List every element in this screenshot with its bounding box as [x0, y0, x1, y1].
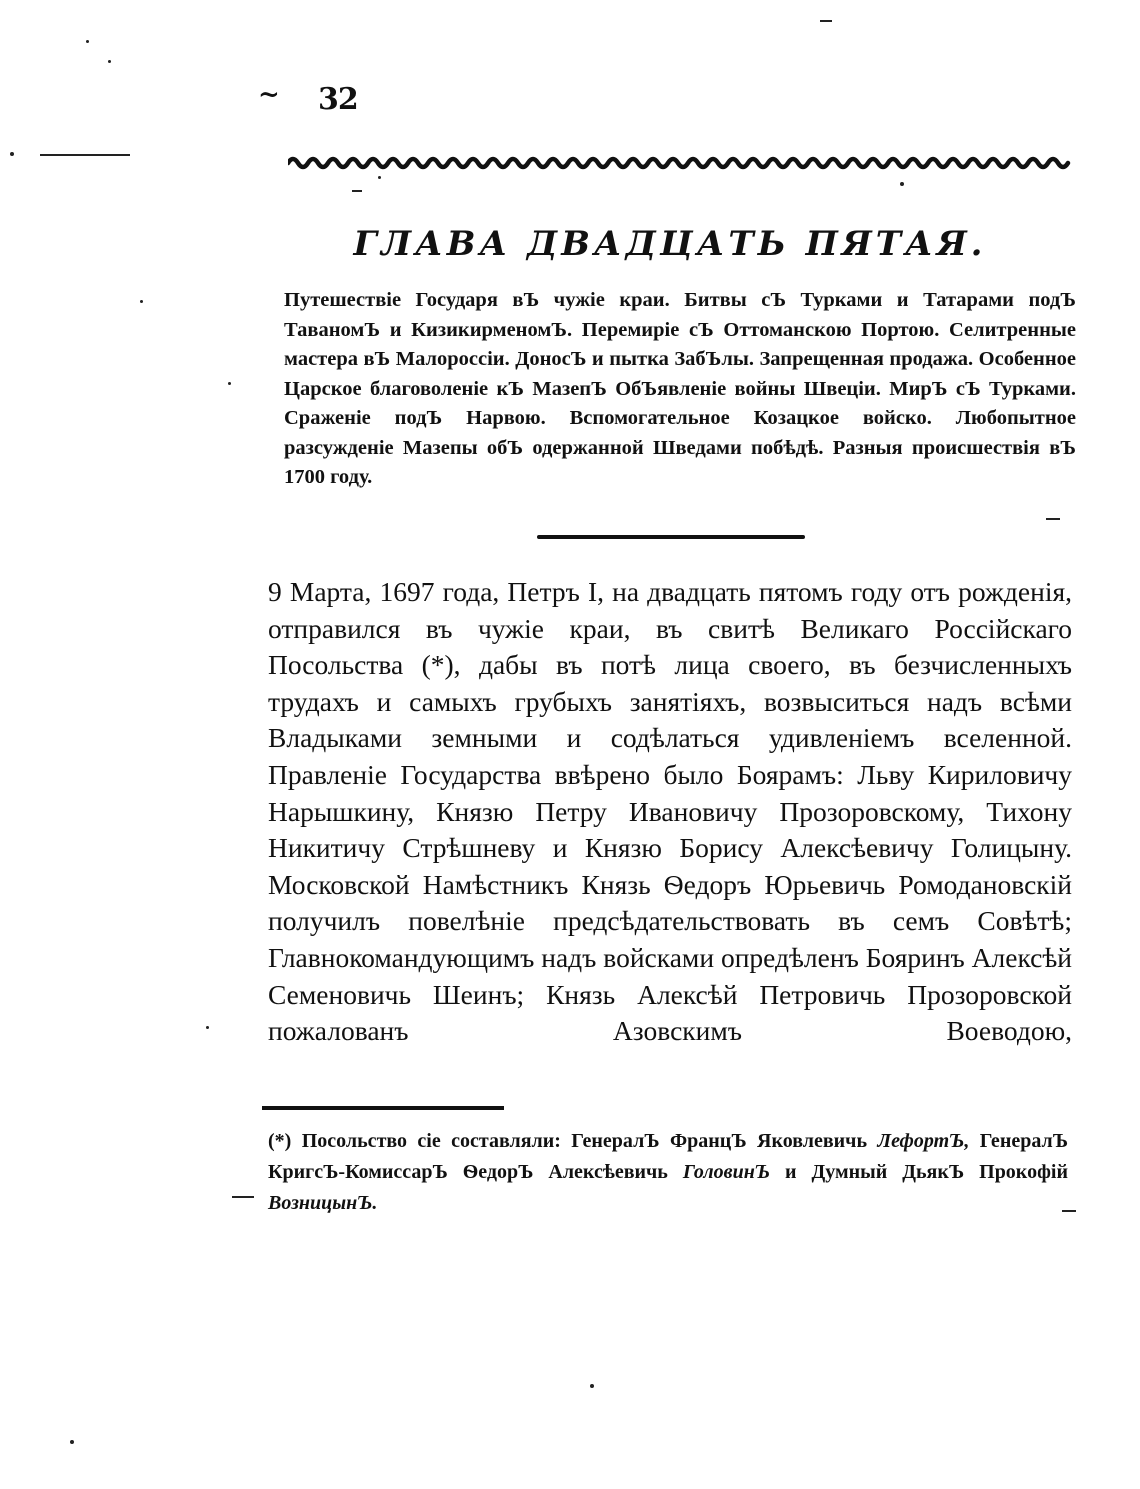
footnote-name-voznitsyn: ВозницынЪ. [268, 1192, 378, 1214]
footnote-text-2: ГенералЪ КригсЪ-КомиссарЪ ѲедорЪ Алексѣевичь [268, 1130, 1069, 1183]
footnote-name-golovin: ГоловинЪ [682, 1161, 771, 1183]
scan-artifact-line [820, 20, 832, 22]
scan-artifact-speck [140, 300, 143, 303]
scan-artifact-line [232, 1196, 254, 1198]
page-dash-mark: ~ [258, 80, 280, 110]
scan-artifact-line [352, 190, 362, 192]
scan-artifact-speck [86, 40, 89, 43]
footnote-name-lefort: ЛефортЪ, [877, 1130, 970, 1152]
scan-artifact-speck [108, 60, 111, 63]
body-paragraph: 9 Марта, 1697 года, Петръ I, на двадцать пятомъ году отъ рожденія, отправился въ чужіе краи, въ свитѣ Великаго Россійскаго Посольства (*), дабы въ потѣ лица своего, въ безчисленныхъ трудахъ и самыхъ грубыхъ занятіяхъ, возвыситься надъ всѣми Владыками земными и содѣлаться удивленіемъ вселенной. Правленіе Государства ввѣрено было Боярамъ: Льву Кириловичу Нарышкину, Князю Петру Ивановичу Прозоровскому, Тихону Никитичу Стрѣшневу и Князю Борису Алексѣевичу Голицыну. Московской Намѣстникъ Князь Ѳедоръ Юрьевичь Ромодановскій получилъ повелѣніе предсѣдательствовать въ семъ Совѣтѣ; Главнокомандующимъ надъ войсками опредѣленъ Бояринъ Алексѣй Семеновичь Шеинъ; Князь Алексѣй Петровичь Прозоровской пожалованъ Азовскимъ Воеводою, [268, 576, 1072, 1047]
footnote-text-1: Посольство сіе составляли: ГенералЪ ФранцЪ Яковлевичь [301, 1130, 868, 1152]
page-number: 32 [318, 82, 358, 117]
footnote-marker: (*) [268, 1130, 292, 1152]
scan-artifact-line [1062, 1210, 1076, 1212]
scan-artifact-speck [206, 1026, 209, 1029]
footnote-text-3: и Думный ДьякЪ Прокофій [784, 1161, 1068, 1183]
scan-artifact-speck [590, 1384, 594, 1388]
chapter-summary: Путешествіе Государя вЪ чужіе краи. Битвы cЪ Турками и Татарами подЪ ТаваномЪ и КизикирменомЪ. Перемиріе cЪ Оттоманскою Портою. Селитренные мастера вЪ Малороссіи. ДоносЪ и пытка ЗабЪлы. Запрещенная продажа. Особенное Царское благоволеніе кЪ МазепЪ ОбЪявленіе войны Швеціи. МирЪ cЪ Турками. Сраженіе подЪ Нарвою. Вспомогательное Козацкое войско. Любопытное разсужденіе Мазепы обЪ одержанной Шведами побѣдѣ. Разныя происшествія вЪ 1700 году. [284, 289, 1076, 488]
section-divider [537, 535, 805, 539]
scan-artifact-line [1046, 518, 1060, 520]
footnote [268, 1126, 1068, 1219]
scan-artifact-speck [228, 382, 231, 385]
footnote-rule [262, 1106, 504, 1110]
chapter-title: ГЛАВА ДВАДЦАТЬ ПЯТАЯ. [353, 224, 987, 264]
scan-artifact-speck [10, 152, 14, 156]
scan-artifact-line [40, 154, 130, 156]
ornamental-wavy-rule [288, 146, 1078, 176]
scan-artifact-speck [378, 176, 381, 179]
scan-artifact-speck [70, 1440, 74, 1444]
scan-artifact-speck [900, 182, 904, 186]
